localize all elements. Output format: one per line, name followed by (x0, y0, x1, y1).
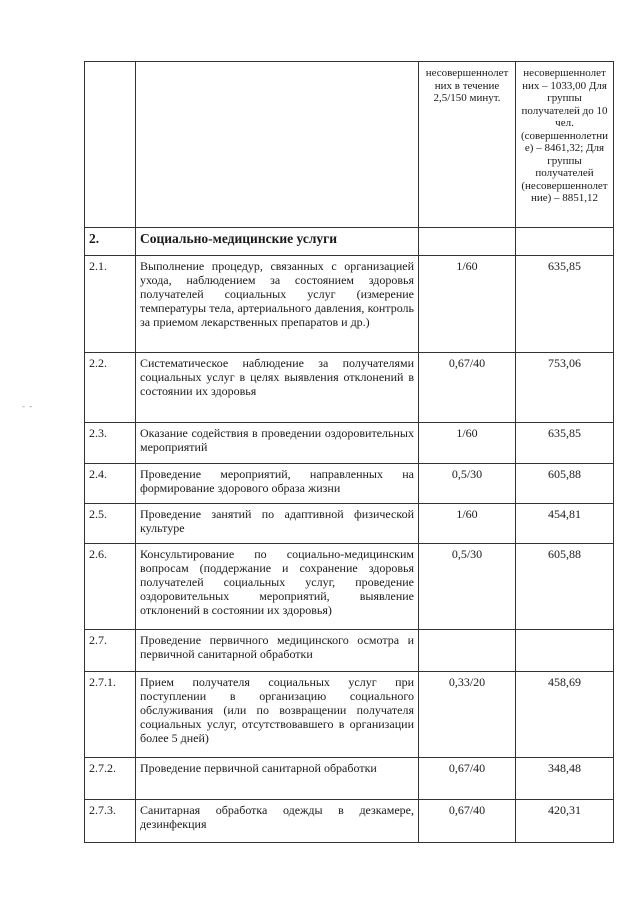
row-number: 2.3. (85, 423, 136, 464)
table-row (85, 353, 614, 423)
table-row (85, 544, 614, 630)
row-norm: 0,67/40 (419, 758, 516, 800)
table-row (85, 672, 614, 758)
table-row (85, 423, 614, 464)
row-text: Прием получателя социальных услуг при поступлении в организацию социального обслуживания (или по возвращении получателя социальных услуг, отсутствовавшего в организации более 5 дней) (136, 672, 419, 758)
table-row (85, 758, 614, 800)
row-number: 2.4. (85, 464, 136, 504)
table-row (85, 62, 614, 228)
row-price: 605,88 (516, 544, 614, 630)
row-number: 2.7.1. (85, 672, 136, 758)
table-row (85, 504, 614, 544)
row-price: 635,85 (516, 423, 614, 464)
norm-cell (419, 228, 516, 256)
row-price: 454,81 (516, 504, 614, 544)
row-number: 2.2. (85, 353, 136, 423)
row-price: 348,48 (516, 758, 614, 800)
row-number: 2.1. (85, 256, 136, 353)
row-text: Санитарная обработка одежды в дезкамере, дезинфекция (136, 800, 419, 843)
row-norm: 1/60 (419, 256, 516, 353)
row-norm: 0,5/30 (419, 544, 516, 630)
row-text: Выполнение процедур, связанных с организацией ухода, наблюдением за состоянием здоровья получателей социальных услуг (измерение температуры тела, артериального давления, контроль за приемом лекарственных препаратов и др.) (136, 256, 419, 353)
row-price: 753,06 (516, 353, 614, 423)
row-norm: 0,5/30 (419, 464, 516, 504)
row-price: 420,31 (516, 800, 614, 843)
row-text: Систематическое наблюдение за получателями социальных услуг в целях выявления отклонений в состоянии их здоровья (136, 353, 419, 423)
row-number: 2.5. (85, 504, 136, 544)
table-row (85, 800, 614, 843)
row-price: 458,69 (516, 672, 614, 758)
section-title: Социально-медицинские услуги (136, 228, 419, 256)
row-number: 2.7. (85, 630, 136, 672)
table-row (85, 464, 614, 504)
row-norm (419, 630, 516, 672)
row-text: Оказание содействия в проведении оздоровительных мероприятий (136, 423, 419, 464)
row-text: Проведение первичной санитарной обработки (136, 758, 419, 800)
row-number: 2.6. (85, 544, 136, 630)
norm-cell: несовершеннолет них в течение 2,5/150 минут. (419, 62, 516, 228)
row-price: 635,85 (516, 256, 614, 353)
text-cell (136, 62, 419, 228)
num-cell (85, 62, 136, 228)
row-text: Проведение мероприятий, направленных на формирование здорового образа жизни (136, 464, 419, 504)
row-norm: 0,33/20 (419, 672, 516, 758)
row-number: 2.7.2. (85, 758, 136, 800)
row-price: 605,88 (516, 464, 614, 504)
services-table (84, 61, 614, 843)
section-row (85, 228, 614, 256)
row-norm: 0,67/40 (419, 800, 516, 843)
table-row (85, 256, 614, 353)
row-norm: 1/60 (419, 423, 516, 464)
section-number: 2. (85, 228, 136, 256)
row-norm: 0,67/40 (419, 353, 516, 423)
row-text: Проведение первичного медицинского осмотра и первичной санитарной обработки (136, 630, 419, 672)
row-price (516, 630, 614, 672)
margin-mark: - - (22, 401, 34, 411)
price-cell (516, 228, 614, 256)
row-text: Консультирование по социально-медицинским вопросам (поддержание и сохранение здоровья получателей социальных услуг, проведение оздоровительных мероприятий, выявление отклонений в состоянии их здоровья) (136, 544, 419, 630)
row-number: 2.7.3. (85, 800, 136, 843)
price-cell: несовершеннолет них – 1033,00 Для группы получателей до 10 чел. (совершеннолетни е) – 8461,32; Для группы получателей (несовершеннолет ние) – 8851,12 (516, 62, 614, 228)
row-norm: 1/60 (419, 504, 516, 544)
table-row (85, 630, 614, 672)
row-text: Проведение занятий по адаптивной физической культуре (136, 504, 419, 544)
